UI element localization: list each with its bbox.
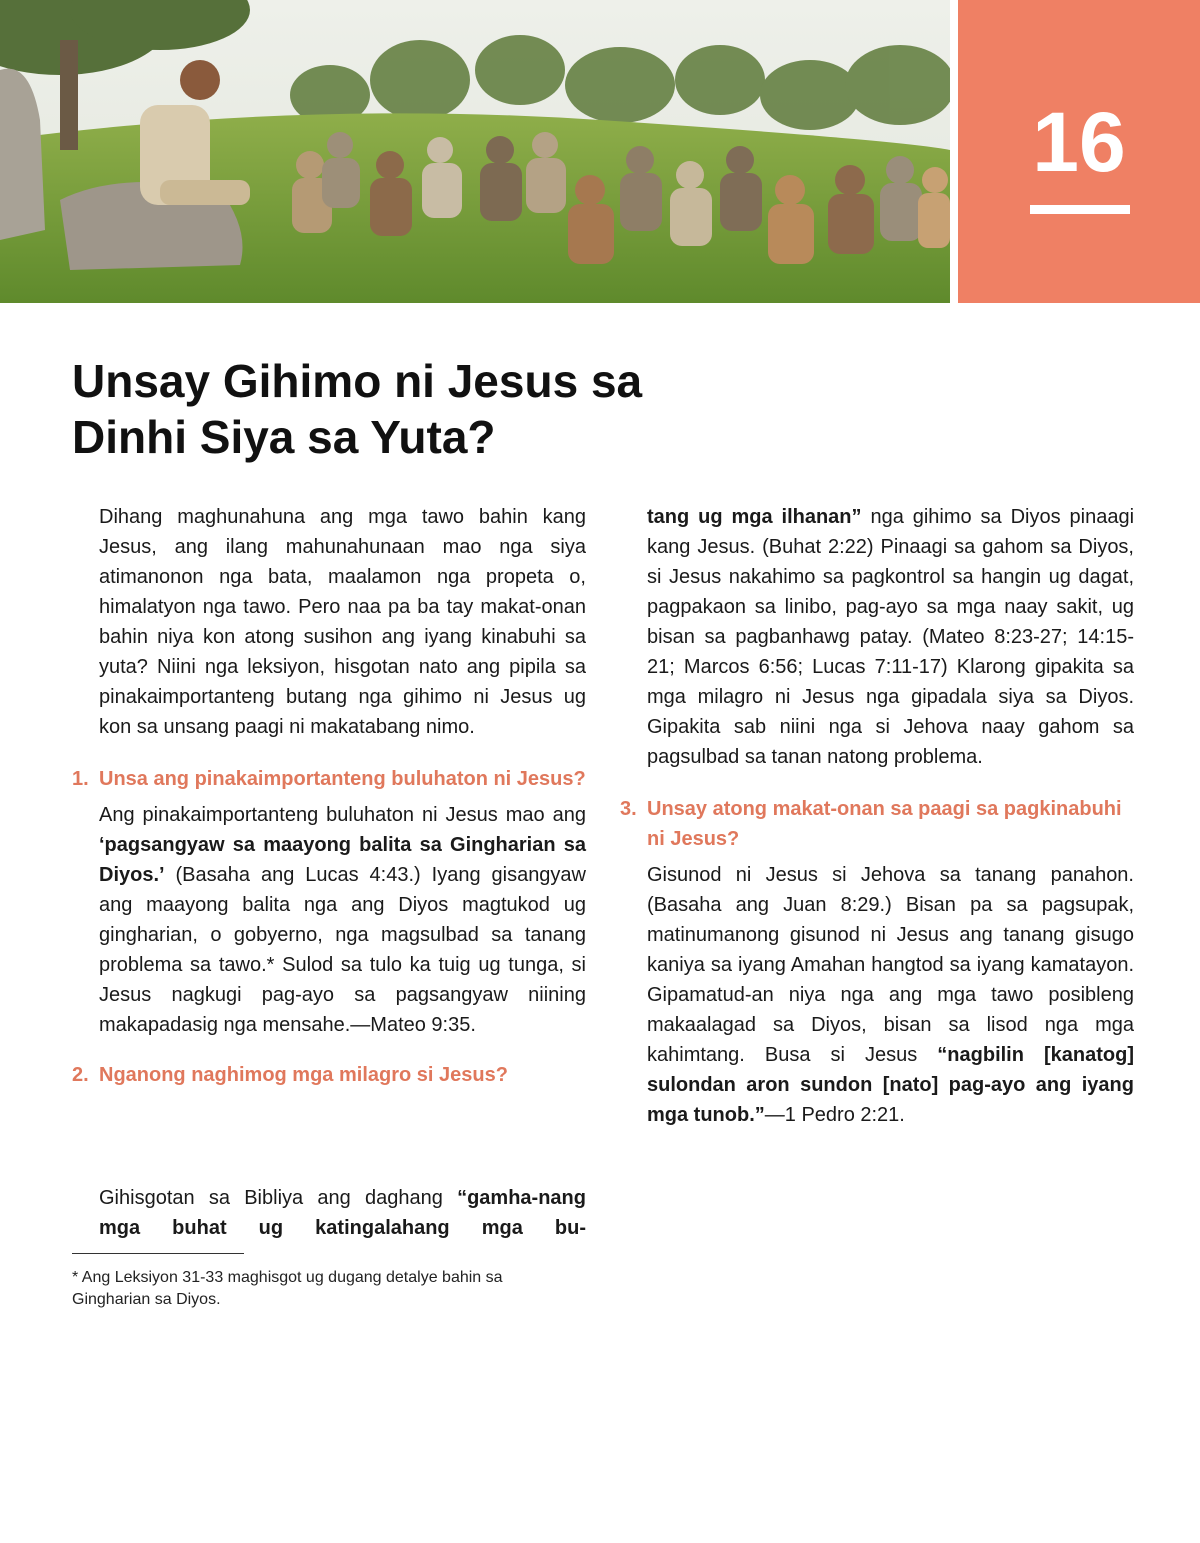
answer-3-text-a: Gisunod ni Jesus si Jehova sa tanang panahon. (Basaha ang Juan 8:29.) Bisan pa sa pagsupak, matinumanong gisunod ni Jesus ang tanang gisugo kaniya sa iyang Amahan hangtod sa iyang kamatayon. Gipamatud-an niya nga ang mga tawo posibleng makaalagad sa Diyos, bisan sa lisod nga mga kahimtang. Busa si Jesus	[647, 864, 1134, 1066]
question-3-text: Unsay atong makat-onan sa paagi sa pagkinabuhi ni Jesus?	[647, 798, 1122, 850]
question-1-heading	[72, 764, 586, 794]
question-2-text: Nganong naghimog mga milagro si Jesus?	[99, 1064, 508, 1086]
title-line-2: Dinhi Siya sa Yuta?	[72, 411, 496, 463]
lesson-badge	[958, 0, 1200, 303]
answer-1-text-b: (Basaha ang Lucas 4:43.) Iyang gisangyaw ang maayong balita nga ang Diyos magtukod ug gingharian, o gobyerno, nga magsulbad sa tanang problema sa tawo.* Sulod sa tulo ka tuig ug tunga, si Jesus nagkugi pag-ayo sa pagsangyaw niining makapadasig nga mensahe.—Mateo 9:35.	[99, 864, 586, 1036]
answer-2-paragraph: tang ug mga ilhanan” nga gihimo sa Diyos pinaagi kang Jesus. (Buhat 2:22) Pinaagi sa gahom sa Diyos, si Jesus nakahimo sa pagkontrol sa hangin ug dagat, pagpakaon sa linibo, pag-ayo sa mga naay sakit, ug bisan sa pagbanhawg patay. (Mateo 8:23-27; 14:15-21; Marcos 6:56; Lucas 7:11-17) Klarong gipakita sa mga milagro ni Jesus nga gipadala siya sa Diyos. Gipakita sab niini nga si Jehova naay gahom sa pagsulbad sa tanan natong problema.	[647, 506, 1135, 768]
page-title	[72, 353, 772, 465]
right-column	[620, 502, 1134, 1130]
footnote-divider	[72, 1253, 244, 1254]
question-2-heading	[72, 1060, 586, 1090]
answer-2-start-clip	[72, 1183, 586, 1243]
badge-underline	[1030, 205, 1130, 214]
question-1-text: Unsa ang pinakaimportanteng buluhaton ni Jesus?	[99, 768, 586, 790]
left-column	[72, 502, 586, 1090]
answer-2-paragraph-start: Gihisgotan sa Bibliya ang daghang “gamha-nang mga buhat ug katingalahang mga bu-	[99, 1187, 586, 1239]
answer-1-bold: ‘pagsangyaw sa maayong balita sa Gingharian sa Diyos.’	[99, 834, 586, 886]
lesson-number: 16	[1032, 95, 1126, 189]
answer-1-paragraph	[72, 800, 586, 1040]
title-line-1: Unsay Gihimo ni Jesus sa	[72, 355, 643, 407]
question-3-number: 3.	[620, 798, 637, 820]
answer-3-paragraph	[620, 860, 1134, 1130]
footnote: * Ang Leksiyon 31-33 maghisgot ug dugang detalye bahin sa Gingharian sa Diyos.	[72, 1269, 503, 1308]
answer-3-bold: “nagbilin [kanatog] sulondan aron sundon [nato] pag-ayo ang iyang mga tunob.”	[647, 1044, 1135, 1126]
intro-paragraph: Dihang maghunahuna ang mga tawo bahin kang Jesus, ang ilang mahunahunaan mao nga siya atimanonon nga bata, maalamon nga propeta o, himalatyon nga tawo. Pero naa pa ba tay makat-onan bahin niya kon atong susihon ang iyang kinabuhi sa yuta? Niini nga leksiyon, hisgotan nato ang pipila sa pinakaimportanteng butang nga gihimo ni Jesus ug kon sa unsang paagi ni makatabang nimo.	[99, 506, 586, 738]
hero-illustration	[0, 0, 950, 303]
question-2-number: 2.	[72, 1064, 89, 1086]
answer-3-text-b: —1 Pedro 2:21.	[764, 1104, 905, 1126]
question-1-number: 1.	[72, 768, 89, 790]
answer-1-text-a: Ang pinakaimportanteng buluhaton ni Jesus mao ang	[99, 804, 586, 826]
question-3-heading	[620, 794, 1134, 854]
